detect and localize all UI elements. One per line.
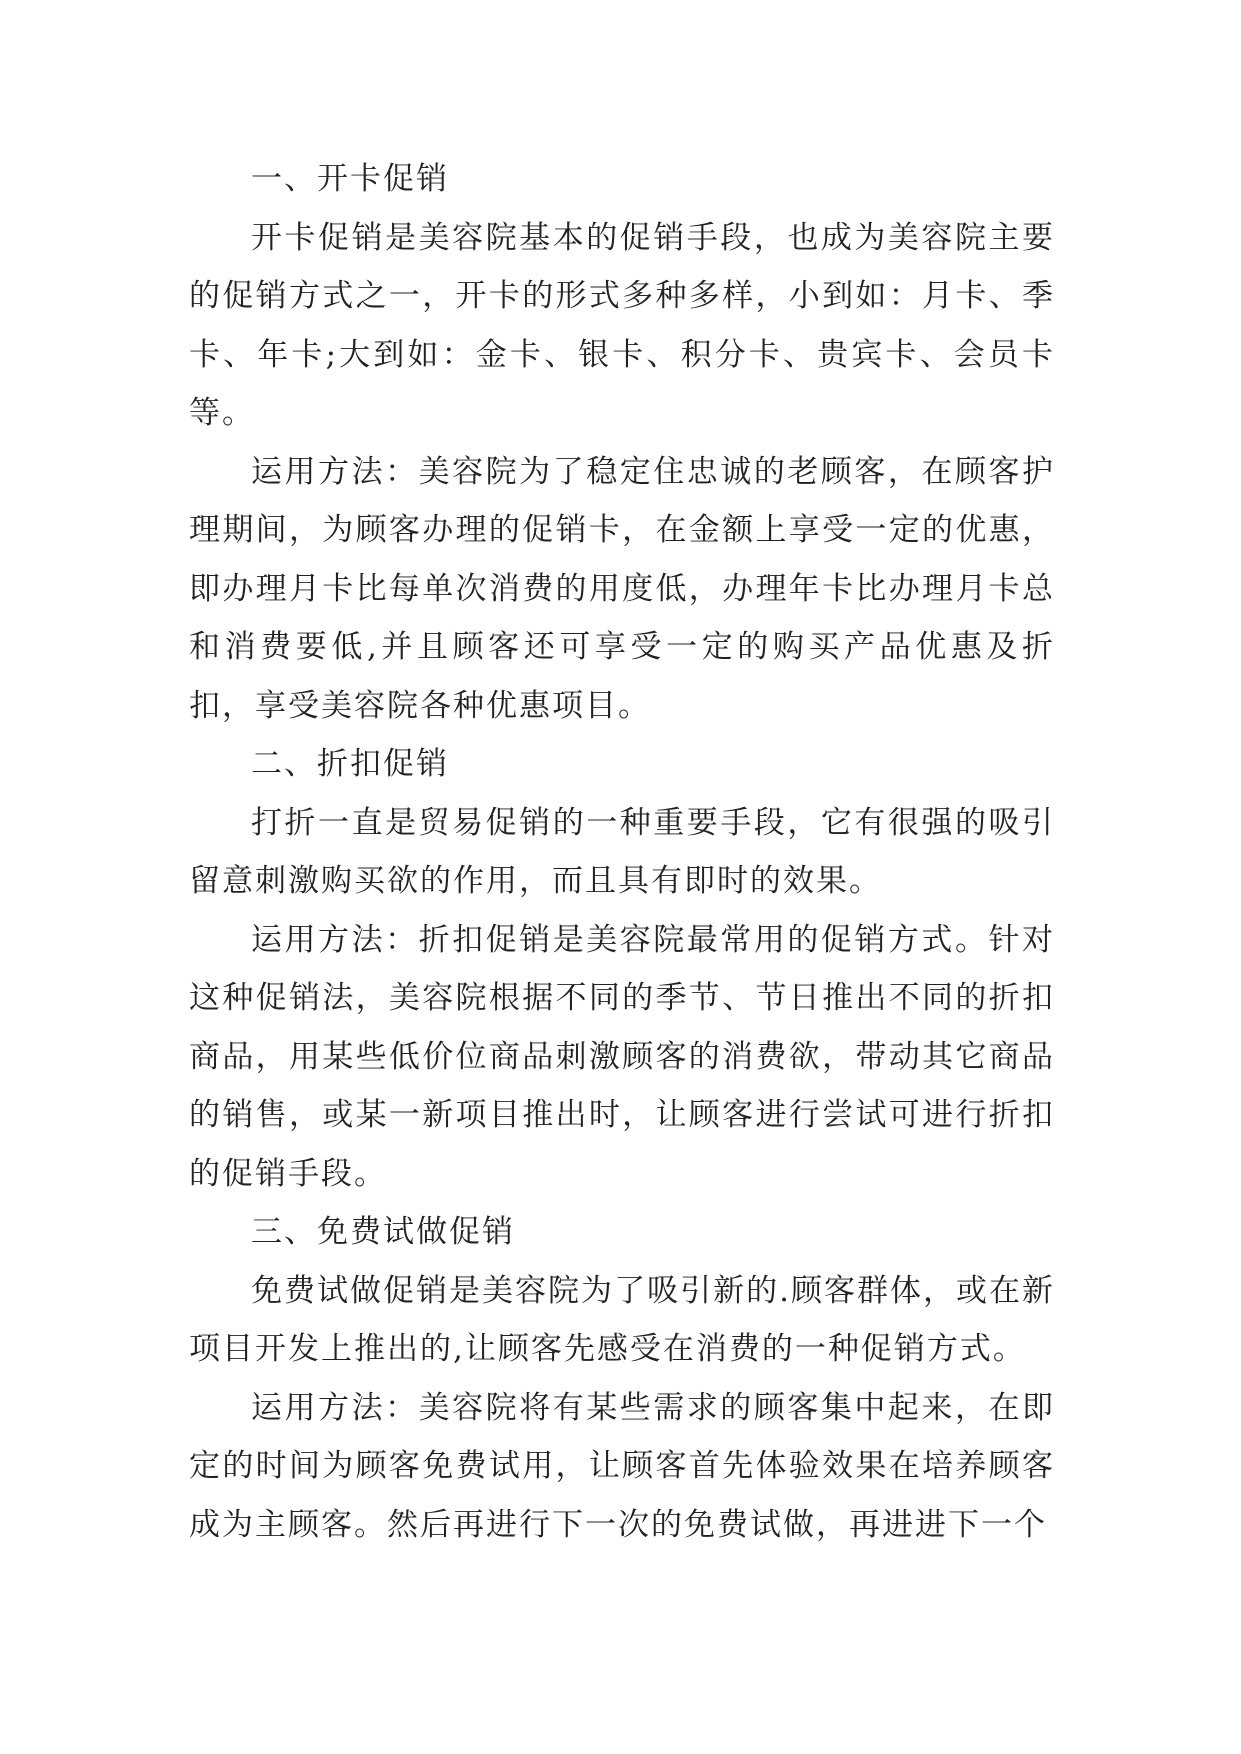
paragraph-free-trial-promotion-intro: 免费试做促销是美容院为了吸引新的.顾客群体，或在新项目开发上推出的,让顾客先感受在消费的一种促销方式。 [189,1272,1055,1367]
paragraph-card-promotion-method: 运用方法：美容院为了稳定住忠诚的老顾客，在顾客护理期间，为顾客办理的促销卡，在金额上享受一定的优惠，即办理月卡比每单次消费的用度低，办理年卡比办理月卡总和消费要低,并且顾客还可享受一定的购买产品优惠及折扣，享受美容院各种优惠项目。 [189,453,1055,724]
section-heading-discount-promotion: 二、折扣促销 [251,746,449,782]
paragraph-free-trial-promotion-method: 运用方法：美容院将有某些需求的顾客集中起来，在即定的时间为顾客免费试用，让顾客首先体验效果在培养顾客成为主顾客。然后再进行下一次的免费试做，再进进下一个 [189,1389,1055,1543]
paragraph-discount-promotion-method: 运用方法：折扣促销是美容院最常用的促销方式。针对这种促销法，美容院根据不同的季节、节日推出不同的折扣商品，用某些低价位商品刺激顾客的消费欲，带动其它商品的销售，或某一新项目推出时，让顾客进行尝试可进行折扣的促销手段。 [189,921,1055,1192]
paragraph-card-promotion-intro: 开卡促销是美容院基本的促销手段，也成为美容院主要的促销方式之一，开卡的形式多种多样，小到如：月卡、季卡、年卡;大到如：金卡、银卡、积分卡、贵宾卡、会员卡等。 [189,219,1055,431]
section-heading-free-trial-promotion: 三、免费试做促销 [251,1214,515,1250]
paragraph-discount-promotion-intro: 打折一直是贸易促销的一种重要手段，它有很强的吸引留意刺激购买欲的作用，而且具有即时的效果。 [189,804,1055,899]
section-heading-card-promotion: 一、开卡促销 [251,161,449,197]
document-body [189,150,1055,1554]
